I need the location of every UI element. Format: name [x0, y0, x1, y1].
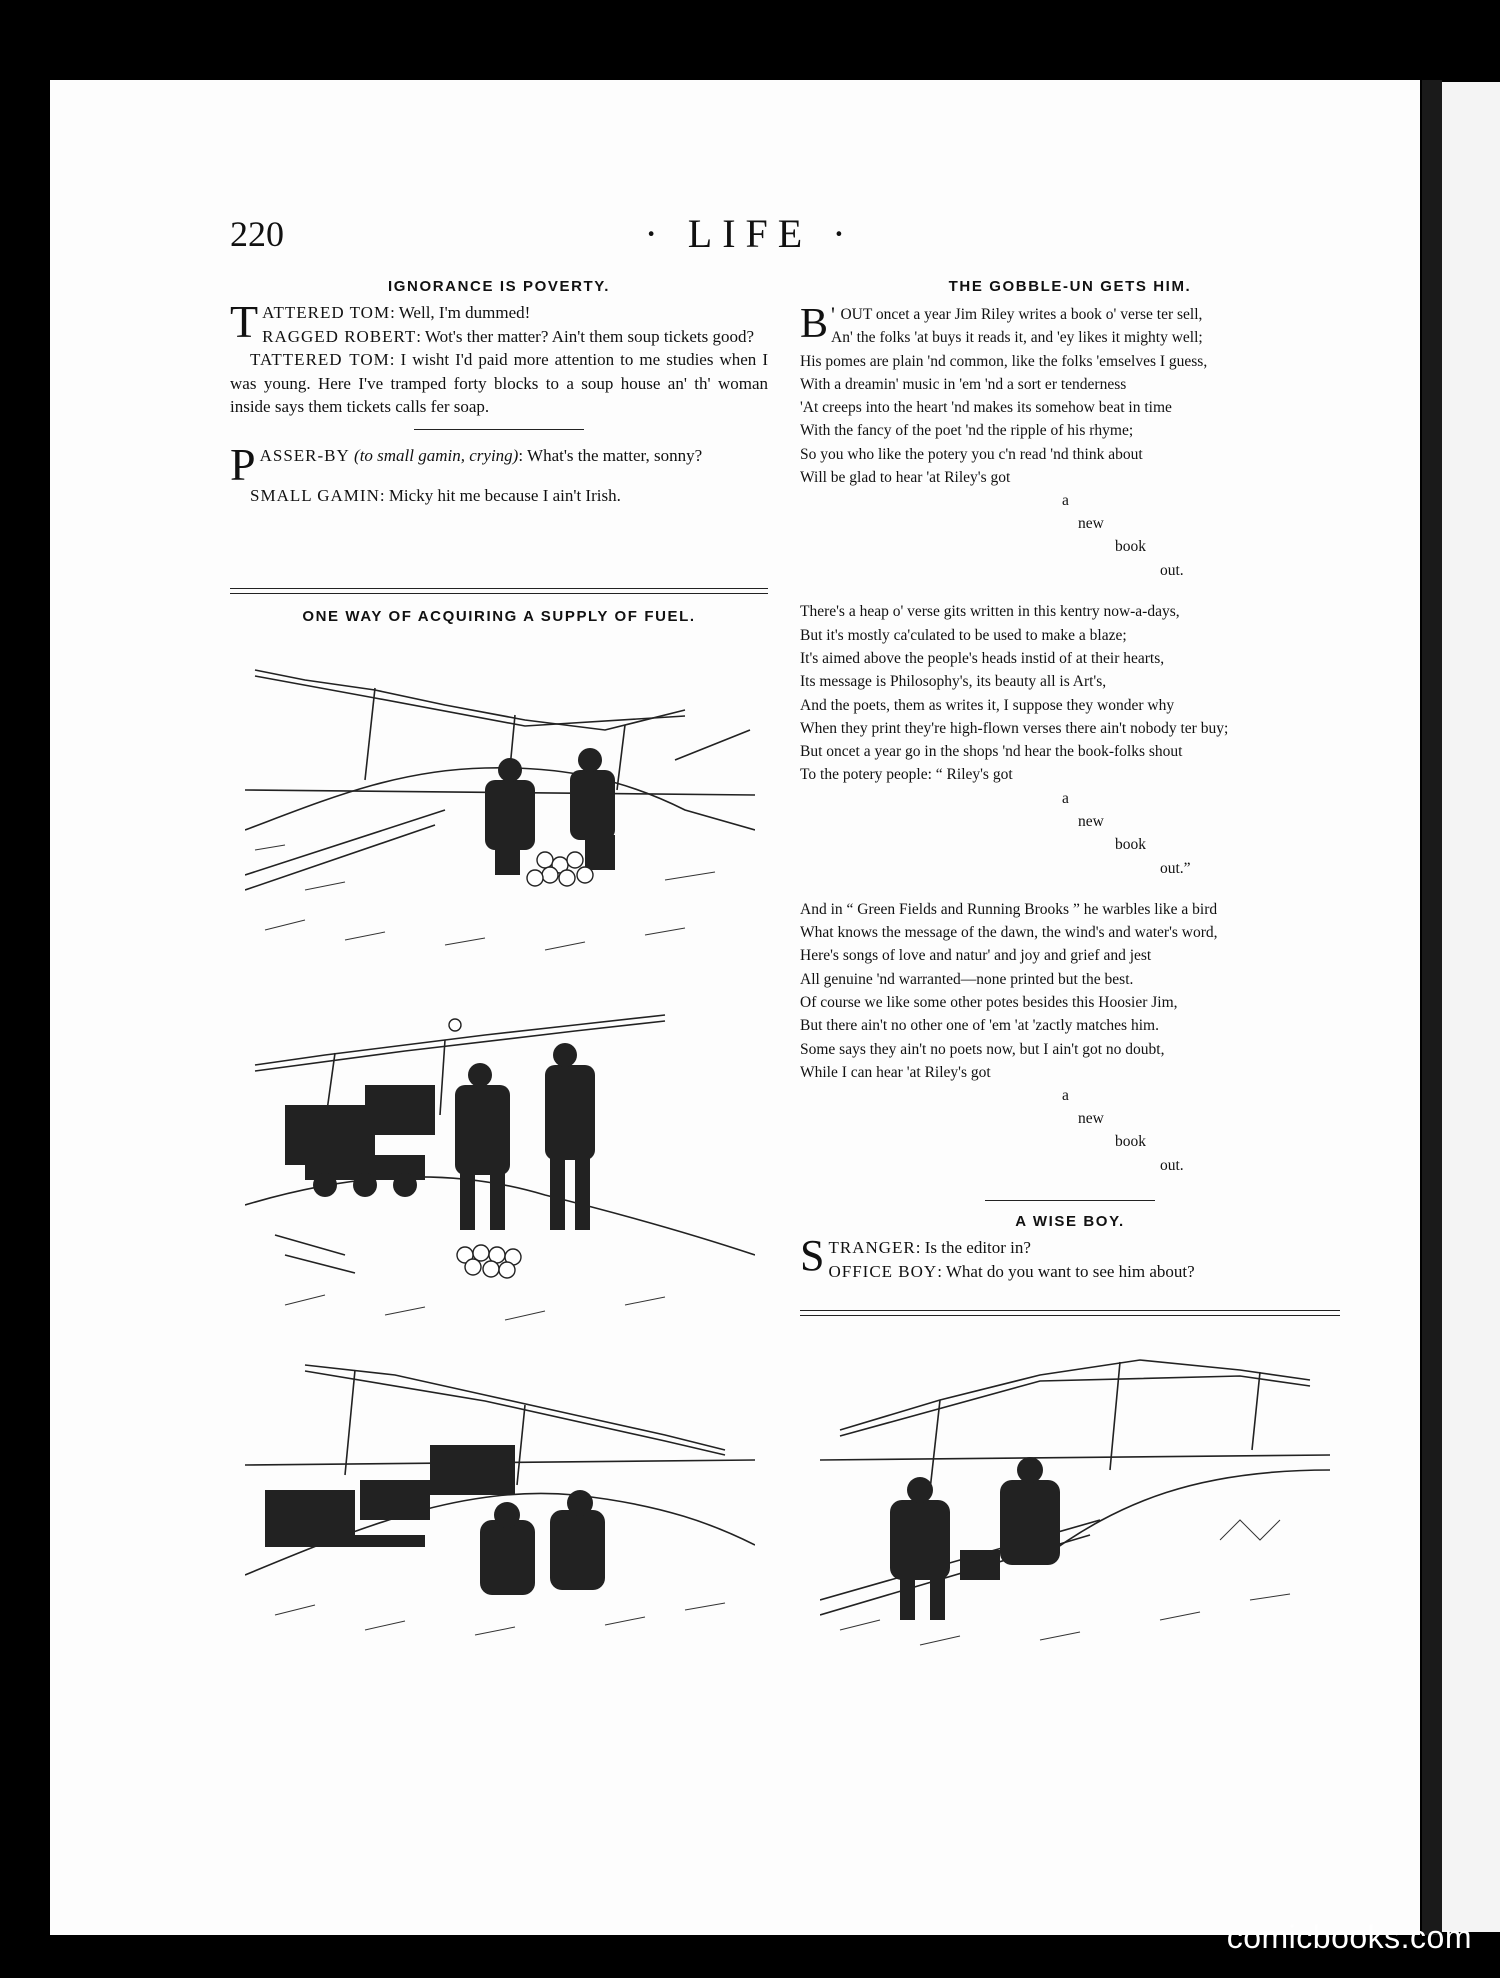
page-number: 220	[230, 214, 284, 254]
passerby-line-2	[230, 484, 768, 508]
verse-line: With a dreamin' music in 'em 'nd a sort er tenderness	[800, 375, 1127, 393]
short-rule-right	[985, 1200, 1155, 1201]
ignorance-line-2	[230, 325, 768, 349]
passerby-body	[230, 438, 768, 508]
cascade-word: book	[1115, 835, 1146, 853]
illustration-panel-2	[245, 1005, 755, 1335]
cascade-word: a	[1062, 492, 1069, 510]
verse-line: But it's mostly ca'culated to be used to make a blaze;	[800, 626, 1127, 644]
cascade-word: new	[1078, 515, 1104, 533]
cascade-word: a	[1062, 789, 1069, 807]
gobble-article	[800, 278, 1340, 1177]
verse-line: To the potery people: “ Riley's got	[800, 766, 1013, 784]
passerby-line-1	[230, 438, 768, 490]
verse-line: An' the folks 'at buys it reads it, and 'ey likes it mighty well;	[831, 329, 1203, 347]
cascade-word: out.	[1160, 1157, 1184, 1175]
speaker-stranger: TRANGER	[828, 1238, 916, 1257]
wiseboy-line-2	[800, 1260, 1340, 1284]
fuel-title: ONE WAY OF ACQUIRING A SUPPLY OF FUEL.	[302, 608, 696, 625]
double-rule-left	[230, 588, 768, 594]
wiseboy-line-2-text: : What do you want to see him about?	[937, 1261, 1195, 1281]
verse-line: It's aimed above the people's heads instid of at their hearts,	[800, 649, 1165, 667]
speaker-passer-by: ASSER-BY	[259, 445, 350, 465]
double-rule-right	[800, 1310, 1340, 1316]
gobble-stanza-2	[800, 600, 1340, 786]
short-rule	[414, 429, 584, 430]
passerby-line-1-text: : What's the matter, sonny?	[518, 445, 703, 465]
wiseboy-dropcap: S	[800, 1231, 825, 1280]
verse-line: While I can hear 'at Riley's got	[800, 1063, 991, 1081]
next-page-edge	[1442, 82, 1500, 1932]
gobble-cascade-2	[800, 787, 1340, 880]
ignorance-body	[230, 296, 769, 419]
verse-line: What knows the message of the dawn, the wind's and water's word,	[800, 924, 1218, 942]
cascade-word: new	[1078, 812, 1104, 830]
ignorance-dropcap: T	[230, 296, 259, 347]
speaker-ragged-robert: RAGGED ROBERT	[262, 326, 417, 346]
gobble-dropcap: B	[800, 301, 829, 347]
verse-line: When they print they're high-flown verses there ain't nobody ter buy;	[800, 719, 1229, 737]
verse-line: All genuine 'nd warranted—none printed but the best.	[800, 970, 1134, 988]
cascade-word: book	[1115, 538, 1146, 556]
ignorance-line-3	[230, 348, 768, 419]
ignorance-line-3-text: : I wisht I'd paid more attention to me studies when I was young. Here I've tramped forty blocks to a soup house an' th' woman inside says them tickets calls fer soap.	[230, 350, 769, 416]
verse-line: And the poets, them as writes it, I suppose they wonder why	[800, 696, 1175, 714]
speaker-tattered-tom: ATTERED TOM	[262, 303, 391, 322]
masthead: · LIFE ·	[644, 211, 856, 256]
verse-line: But oncet a year go in the shops 'nd hear the book-folks shout	[800, 743, 1183, 761]
gobble-title: THE GOBBLE-UN GETS HIM.	[948, 278, 1192, 295]
watermark: comicbooks.com	[1226, 1919, 1472, 1955]
wiseboy-line-1-text: : Is the editor in?	[915, 1238, 1031, 1257]
verse-line: His pomes are plain 'nd common, like the folks 'emselves I guess,	[800, 352, 1208, 370]
speaker-small-gamin: SMALL GAMIN	[250, 485, 380, 505]
verse-line: Its message is Philosophy's, its beauty all is Art's,	[800, 673, 1107, 691]
wiseboy-article	[800, 1213, 1340, 1283]
gobble-stanza-1	[800, 326, 1340, 489]
verse-line: There's a heap o' verse gits written in this kentry now-a-days,	[800, 603, 1180, 621]
cascade-word: out.”	[1160, 859, 1191, 877]
gobble-stanza-3	[800, 898, 1340, 1084]
wiseboy-body	[800, 1231, 1340, 1283]
verse-line: Of course we like some other potes besides this Hoosier Jim,	[800, 993, 1178, 1011]
speaker-office-boy: OFFICE BOY	[828, 1261, 938, 1281]
cascade-word: book	[1115, 1133, 1146, 1151]
ignorance-line-1-text: : Well, I'm dummed!	[390, 303, 531, 322]
verse-line: Some says they ain't no poets now, but I ain't got no doubt,	[800, 1040, 1165, 1058]
gobble-cascade-1	[800, 489, 1340, 582]
gobble-cascade-3	[800, 1084, 1340, 1177]
verse-line: Will be glad to hear 'at Riley's got	[800, 469, 1011, 487]
gobble-first-line: OUT oncet a year Jim Riley writes a book o' verse ter sell,	[840, 306, 1203, 323]
verse-line: Here's songs of love and natur' and joy and grief and jest	[800, 947, 1152, 965]
stage-direction: (to small gamin, crying)	[354, 445, 519, 465]
ignorance-line-2-text: : Wot's ther matter? Ain't them soup tickets good?	[416, 326, 755, 346]
passerby-line-2-text: : Micky hit me because I ain't Irish.	[379, 485, 621, 505]
illustration-panel-3	[245, 1355, 755, 1655]
verse-line: And in “ Green Fields and Running Brooks ” he warbles like a bird	[800, 900, 1218, 918]
cascade-word: new	[1078, 1110, 1104, 1128]
verse-line: So you who like the potery you c'n read 'nd think about	[800, 445, 1143, 463]
page-gutter	[1422, 80, 1442, 1935]
ignorance-article	[230, 278, 768, 507]
illustration-panel-4	[820, 1340, 1330, 1660]
gobble-apostrophe: '	[831, 302, 841, 327]
ignorance-title: IGNORANCE IS POVERTY.	[388, 278, 610, 295]
illustration-panel-1	[245, 650, 755, 970]
verse-line: But there ain't no other one of 'em 'at 'zactly matches him.	[800, 1017, 1159, 1035]
passerby-dropcap: P	[230, 438, 256, 490]
cascade-word: a	[1062, 1087, 1069, 1105]
cascade-word: out.	[1160, 562, 1184, 580]
verse-line: 'At creeps into the heart 'nd makes its somehow beat in time	[800, 399, 1172, 417]
wiseboy-title: A WISE BOY.	[1015, 1213, 1125, 1230]
speaker-tattered-tom-2: TATTERED TOM	[250, 350, 390, 369]
verse-line: With the fancy of the poet 'nd the ripple of his rhyme;	[800, 422, 1134, 440]
